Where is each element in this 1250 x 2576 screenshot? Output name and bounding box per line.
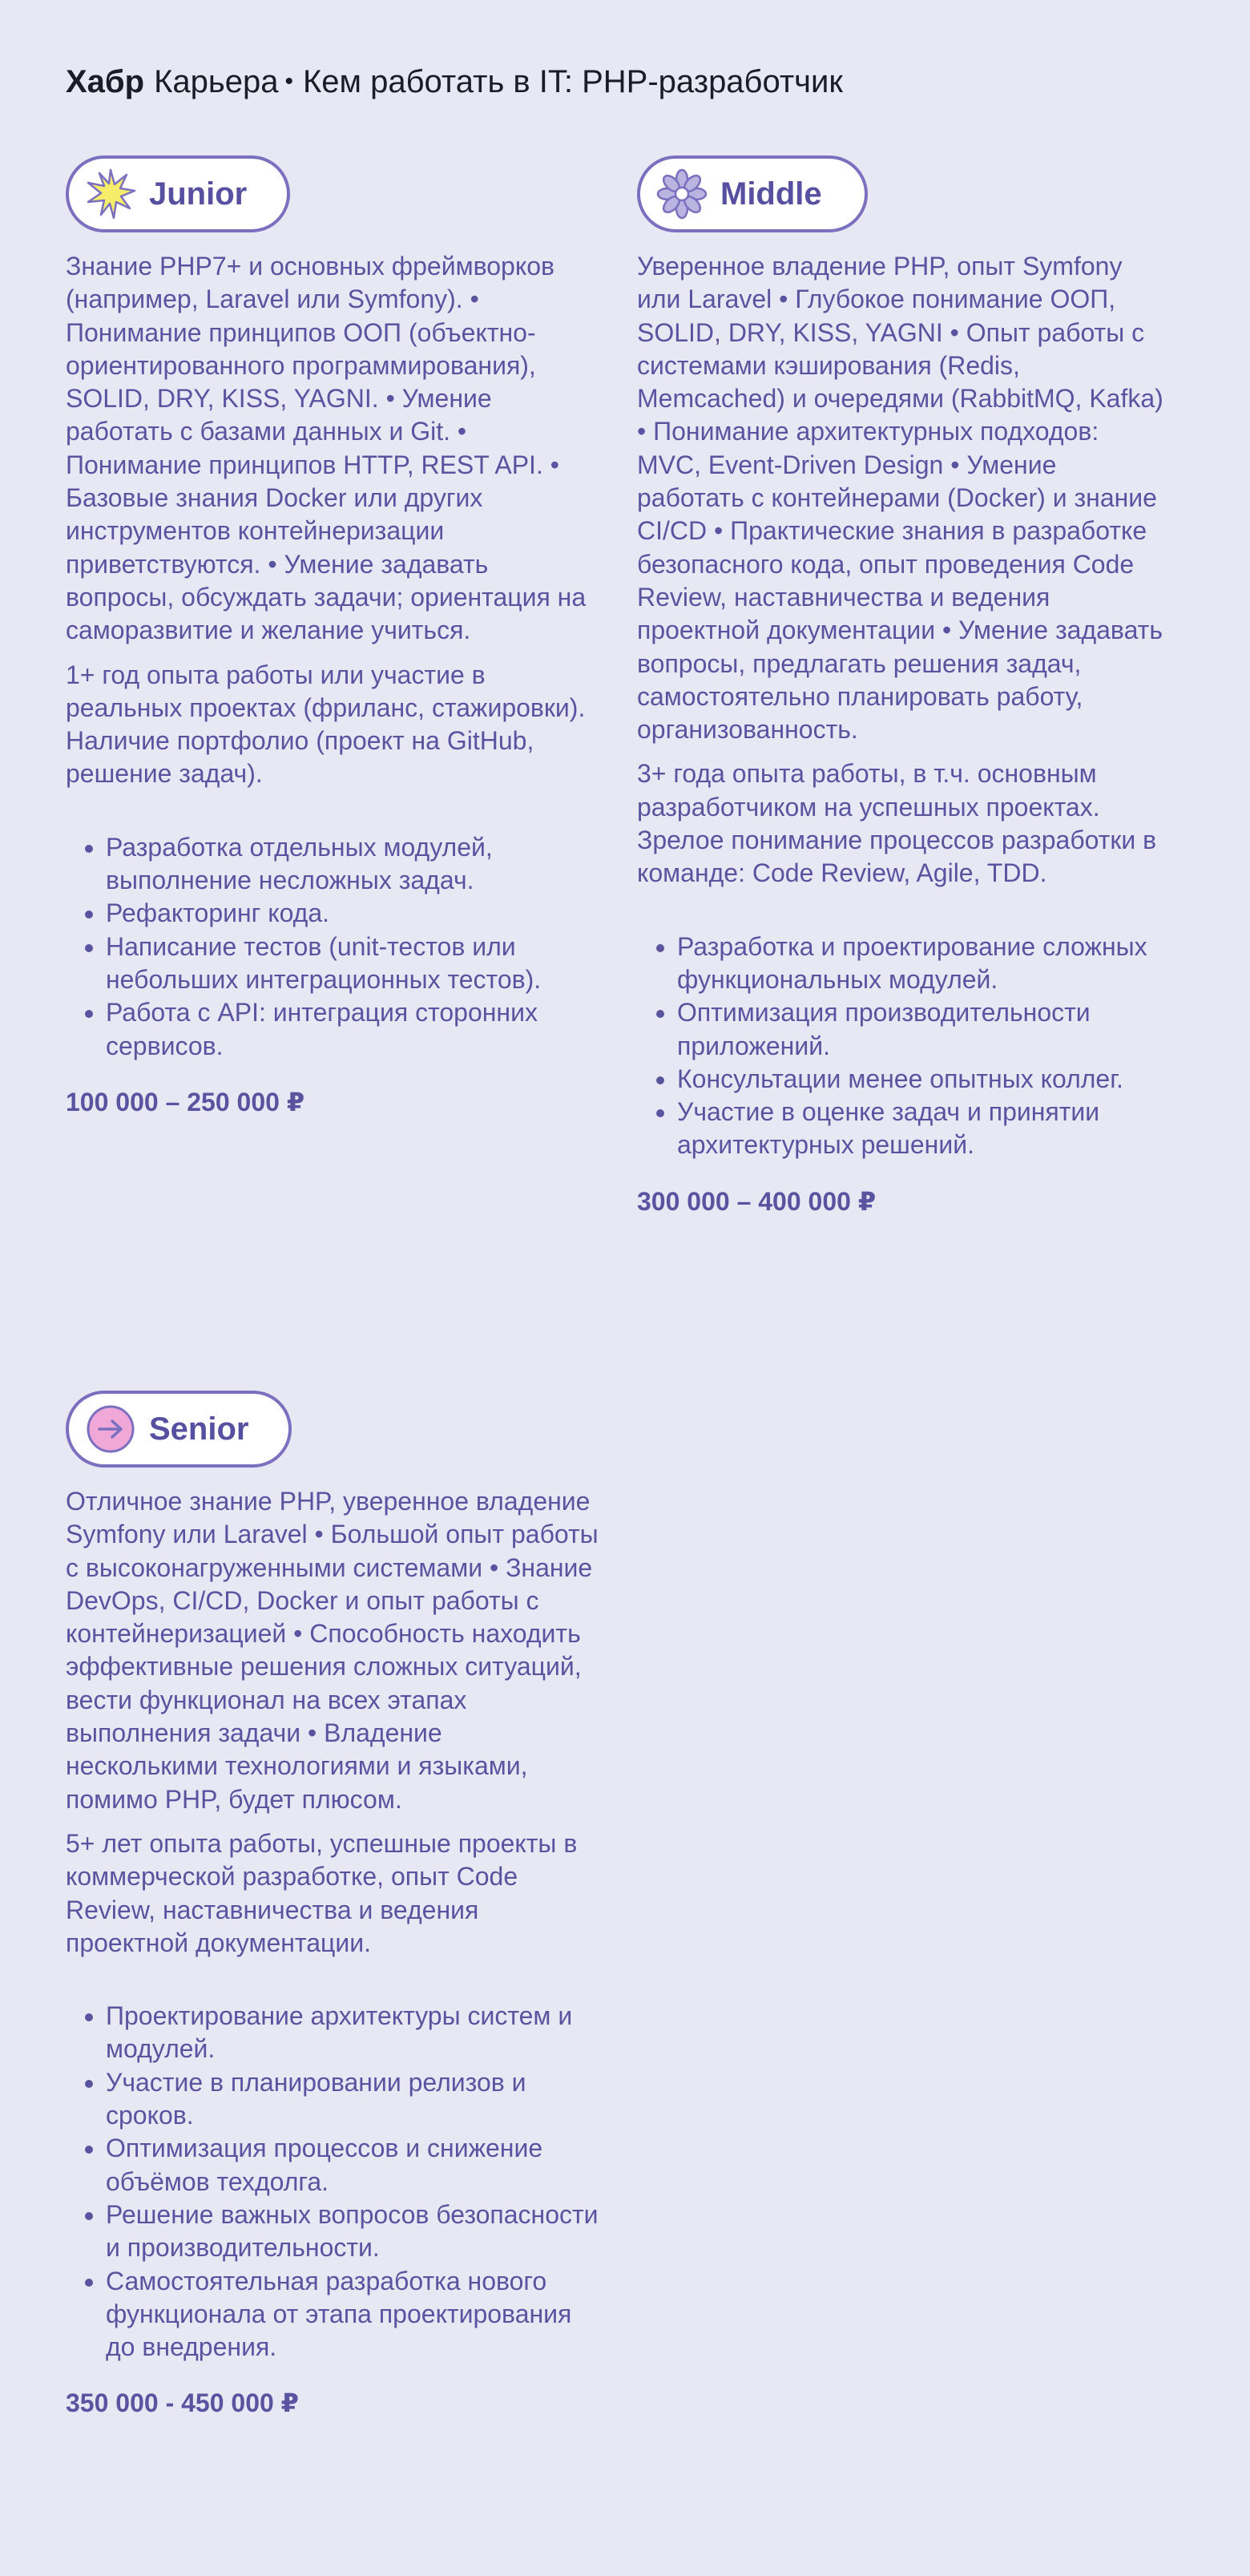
list-item: • Решение важных вопросов безопасности и производительности. — [106, 2198, 599, 2265]
list-item: • Написание тестов (unit-тестов или небольших интеграционных тестов). — [106, 931, 599, 997]
senior-card — [66, 1391, 599, 2418]
list-item: • Участие в оценке задач и принятии архитектурных решений. — [677, 1096, 1170, 1162]
duties-list — [66, 2000, 599, 2364]
middle-card — [637, 155, 1170, 1217]
duties-list — [66, 831, 599, 1063]
experience-text: 5+ лет опыта работы, успешные проекты в коммерческой разработке, опыт Code Review, наставничества и ведения проектной документации. — [66, 1828, 578, 1957]
flower-icon — [656, 168, 708, 220]
list-item: • Разработка отдельных модулей, выполнение несложных задач. — [106, 831, 599, 898]
page-title: Кем работать в IT: PHP-разработчик — [302, 64, 843, 99]
middle-badge — [637, 155, 868, 232]
page-header — [66, 64, 843, 100]
list-item: • Проектирование архитектуры систем и модулей. — [106, 2000, 599, 2066]
experience-text: 1+ год опыта работы или участие в реальных проектах (фриланс, стажировки). Наличие портфолио (проект на GitHub, решение задач). — [66, 660, 586, 789]
requirements-text: Знание PHP7+ и основных фреймворков (например, Laravel или Symfony). • Понимание принципов ООП (объектно-ориентированного программирования), SOLID, DRY, KISS, YAGNI. • Умение работать с базами данных и Git. • Понимание принципов HTTP, REST API. • Базовые знания Docker или других инструментов контейнеризации приветствуются. • Умение задавать вопросы, обсуждать задачи; ориентация на саморазвитие и желание учиться. — [66, 252, 587, 645]
star-burst-icon — [85, 168, 136, 220]
list-item: • Оптимизация производительности приложений. — [677, 996, 1170, 1063]
level-label: Middle — [720, 176, 822, 212]
list-item: • Оптимизация процессов и снижение объёмов техдолга. — [106, 2132, 599, 2198]
level-label: Junior — [149, 176, 248, 212]
list-item: • Консультации менее опытных коллег. — [677, 1063, 1170, 1096]
senior-badge — [66, 1391, 292, 1468]
requirements-text: Отличное знание PHP, уверенное владение Symfony или Laravel • Большой опыт работы с высоконагруженными системами • Знание DevOps, CI/CD, Docker и опыт работы с контейнеризацией • Способность находить эффективные решения сложных ситуаций, вести функционал на всех этапах выполнения задачи • Владение несколькими технологиями и языками, помимо PHP, будет плюсом. — [66, 1487, 599, 1814]
experience-text: 3+ года опыта работы, в т.ч. основным разработчиком на успешных проектах. Зрелое понимание процессов разработки в команде: Code Review, Agile, TDD. — [637, 759, 1157, 888]
list-item: • Рефакторинг кода. — [106, 897, 599, 930]
list-item: • Разработка и проектирование сложных функциональных модулей. — [677, 931, 1170, 997]
brand-logo-text[interactable]: Хабр — [66, 64, 145, 99]
junior-card — [66, 155, 599, 1117]
duties-list — [637, 931, 1170, 1162]
junior-badge — [66, 155, 290, 232]
salary-range: 100 000 – 250 000 ₽ — [66, 1087, 305, 1116]
list-item: • Участие в планировании релизов и сроков. — [106, 2066, 599, 2133]
section-name: Карьера — [154, 64, 279, 99]
arrow-right-circle-icon — [85, 1403, 136, 1455]
salary-range: 300 000 – 400 000 ₽ — [637, 1186, 877, 1216]
list-item: • Самостоятельная разработка нового функционала от этапа проектирования до внедрения. — [106, 2265, 599, 2364]
list-item: • Работа с API: интеграция сторонних сервисов. — [106, 996, 599, 1063]
salary-range: 350 000 - 450 000 ₽ — [66, 2388, 299, 2418]
requirements-text: Уверенное владение PHP, опыт Symfony или Laravel • Глубокое понимание ООП, SOLID, DRY, KISS, YAGNI • Опыт работы с системами кэширования (Redis, Memcached) и очередями (RabbitMQ, Kafka) • Понимание архитектурных подходов: MVC, Event-Driven Design • Умение работать с контейнерами (Docker) и знание CI/CD • Практические знания в разработке безопасного кода, опыт проведения Code Review, наставничества и ведения проектной документации • Умение задавать вопросы, предлагать решения задач, самостоятельно планировать работу, организованность. — [637, 252, 1163, 745]
header-separator: • — [284, 68, 293, 95]
level-label: Senior — [149, 1411, 249, 1447]
